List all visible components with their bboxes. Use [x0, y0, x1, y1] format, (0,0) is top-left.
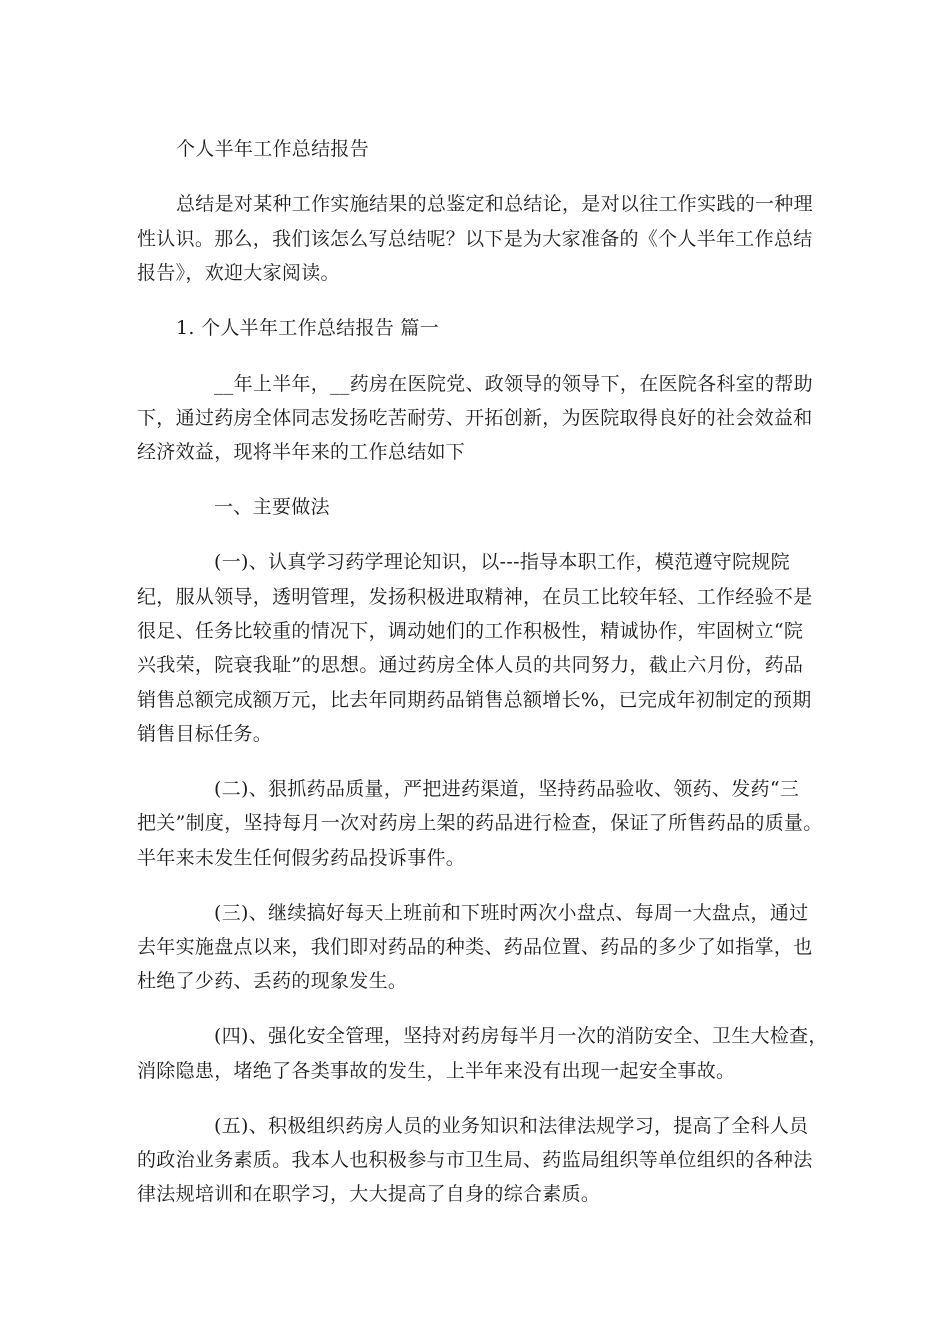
paragraph-line: 律法规培训和在职学习，大大提高了自身的综合素质。	[137, 1183, 601, 1205]
paragraph-line: (四)、强化安全管理，坚持对药房每半月一次的消防安全、卫生大检查，	[214, 1025, 828, 1047]
paragraph-line: (三)、继续搞好每天上班前和下班时两次小盘点、每周一大盘点，通过	[214, 902, 809, 924]
paragraph-line: 把关”制度，坚持每月一次对药房上架的药品进行检查，保证了所售药品的质量。	[137, 812, 823, 834]
paragraph-line: 杜绝了少药、丢药的现象发生。	[137, 970, 408, 992]
paragraph-line: 纪，服从领导，透明管理，发扬积极进取精神，在员工比较年轻、工作经验不是	[137, 586, 813, 608]
paragraph-line: 的政治业务素质。我本人也积极参与市卫生局、药监局组织等单位组织的各种法	[137, 1149, 813, 1171]
paragraph-line: 经济效益，现将半年来的工作总结如下	[137, 441, 466, 463]
paragraph-line: (一)、认真学习药学理论知识，以---指导本职工作，模范遵守院规院	[214, 551, 790, 573]
document-title: 个人半年工作总结报告	[176, 138, 370, 160]
paragraph-line: 销售目标任务。	[137, 723, 273, 745]
paragraph-line: 下，通过药房全体同志发扬吃苦耐劳、开拓创新，为医院取得良好的社会效益和	[137, 407, 813, 429]
paragraph-line: 兴我荣，院衰我耻”的思想。通过药房全体人员的共同努力，截止六月份，药品	[137, 654, 804, 676]
part-heading: 一、主要做法	[214, 496, 330, 518]
paragraph-line: 总结是对某种工作实施结果的总鉴定和总结论，是对以往工作实践的一种理	[176, 193, 813, 215]
paragraph-line: 销售总额完成额万元，比去年同期药品销售总额增长%，已完成年初制定的预期	[137, 689, 812, 711]
paragraph-line: 报告》，欢迎大家阅读。	[137, 262, 340, 284]
paragraph-line: 消除隐患，堵绝了各类事故的发生，上半年来没有出现一起安全事故。	[137, 1060, 736, 1082]
paragraph-line: __年上半年，__药房在医院党、政领导的领导下，在医院各科室的帮助	[214, 373, 813, 395]
paragraph-line: 很足、任务比较重的情况下，调动她们的工作积极性，精诚协作，牢固树立“院	[137, 620, 804, 642]
paragraph-line: 去年实施盘点以来，我们即对药品的种类、药品位置、药品的多少了如指掌，也	[137, 936, 813, 958]
paragraph-line: (五)、积极组织药房人员的业务知识和法律法规学习，提高了全科人员	[214, 1115, 809, 1137]
paragraph-line: 性认识。那么，我们该怎么写总结呢？以下是为大家准备的《个人半年工作总结	[137, 228, 813, 250]
paragraph-line: 半年来未发生任何假劣药品投诉事件。	[137, 847, 466, 869]
paragraph-line: (二)、狠抓药品质量，严把进药渠道，坚持药品验收、领药、发药“三	[214, 778, 800, 800]
section-heading: 1. 个人半年工作总结报告 篇一	[176, 317, 440, 339]
